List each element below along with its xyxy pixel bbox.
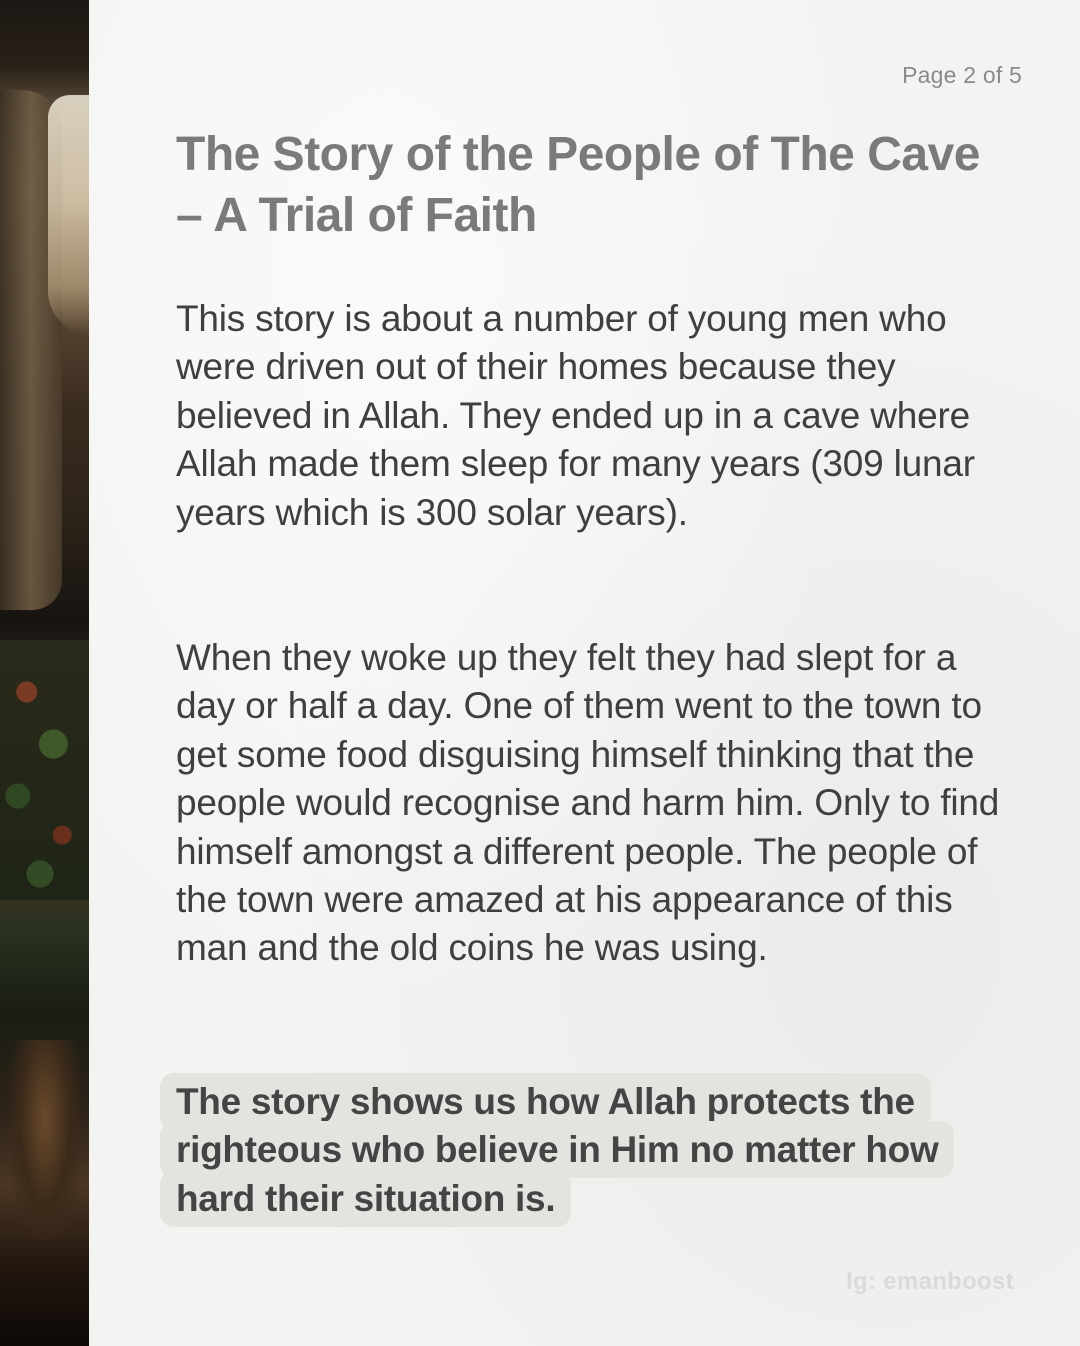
highlight-text: The story shows us how Allah protects the righteous who believe in Him no matter how hard their situation is. <box>160 1073 954 1227</box>
foliage-image <box>0 640 89 900</box>
page-title: The Story of the People of The Cave – A Trial of Faith <box>176 128 980 242</box>
page-number: Page 2 of 5 <box>902 62 1022 88</box>
rock-glow-image <box>10 1040 80 1240</box>
cave-light-image <box>48 95 89 335</box>
highlight-callout <box>160 1078 990 1223</box>
instagram-credit: Ig: emanboost <box>846 1268 1014 1295</box>
body-paragraph-1: This story is about a number of young men who were driven out of their homes because they believed in Allah. They ended up in a cave where Allah made them sleep for many years (309 lunar years which is 300 solar years). <box>176 298 975 533</box>
side-photo-strip <box>0 0 89 1346</box>
body-paragraph-2: When they woke up they felt they had slept for a day or half a day. One of them went to the town to get some food disguising himself thinking that the people would recognise and harm him. Only to find himself amongst a different people. The people of the town were amazed at his appearance of this man and the old coins he was using. <box>176 637 1000 969</box>
